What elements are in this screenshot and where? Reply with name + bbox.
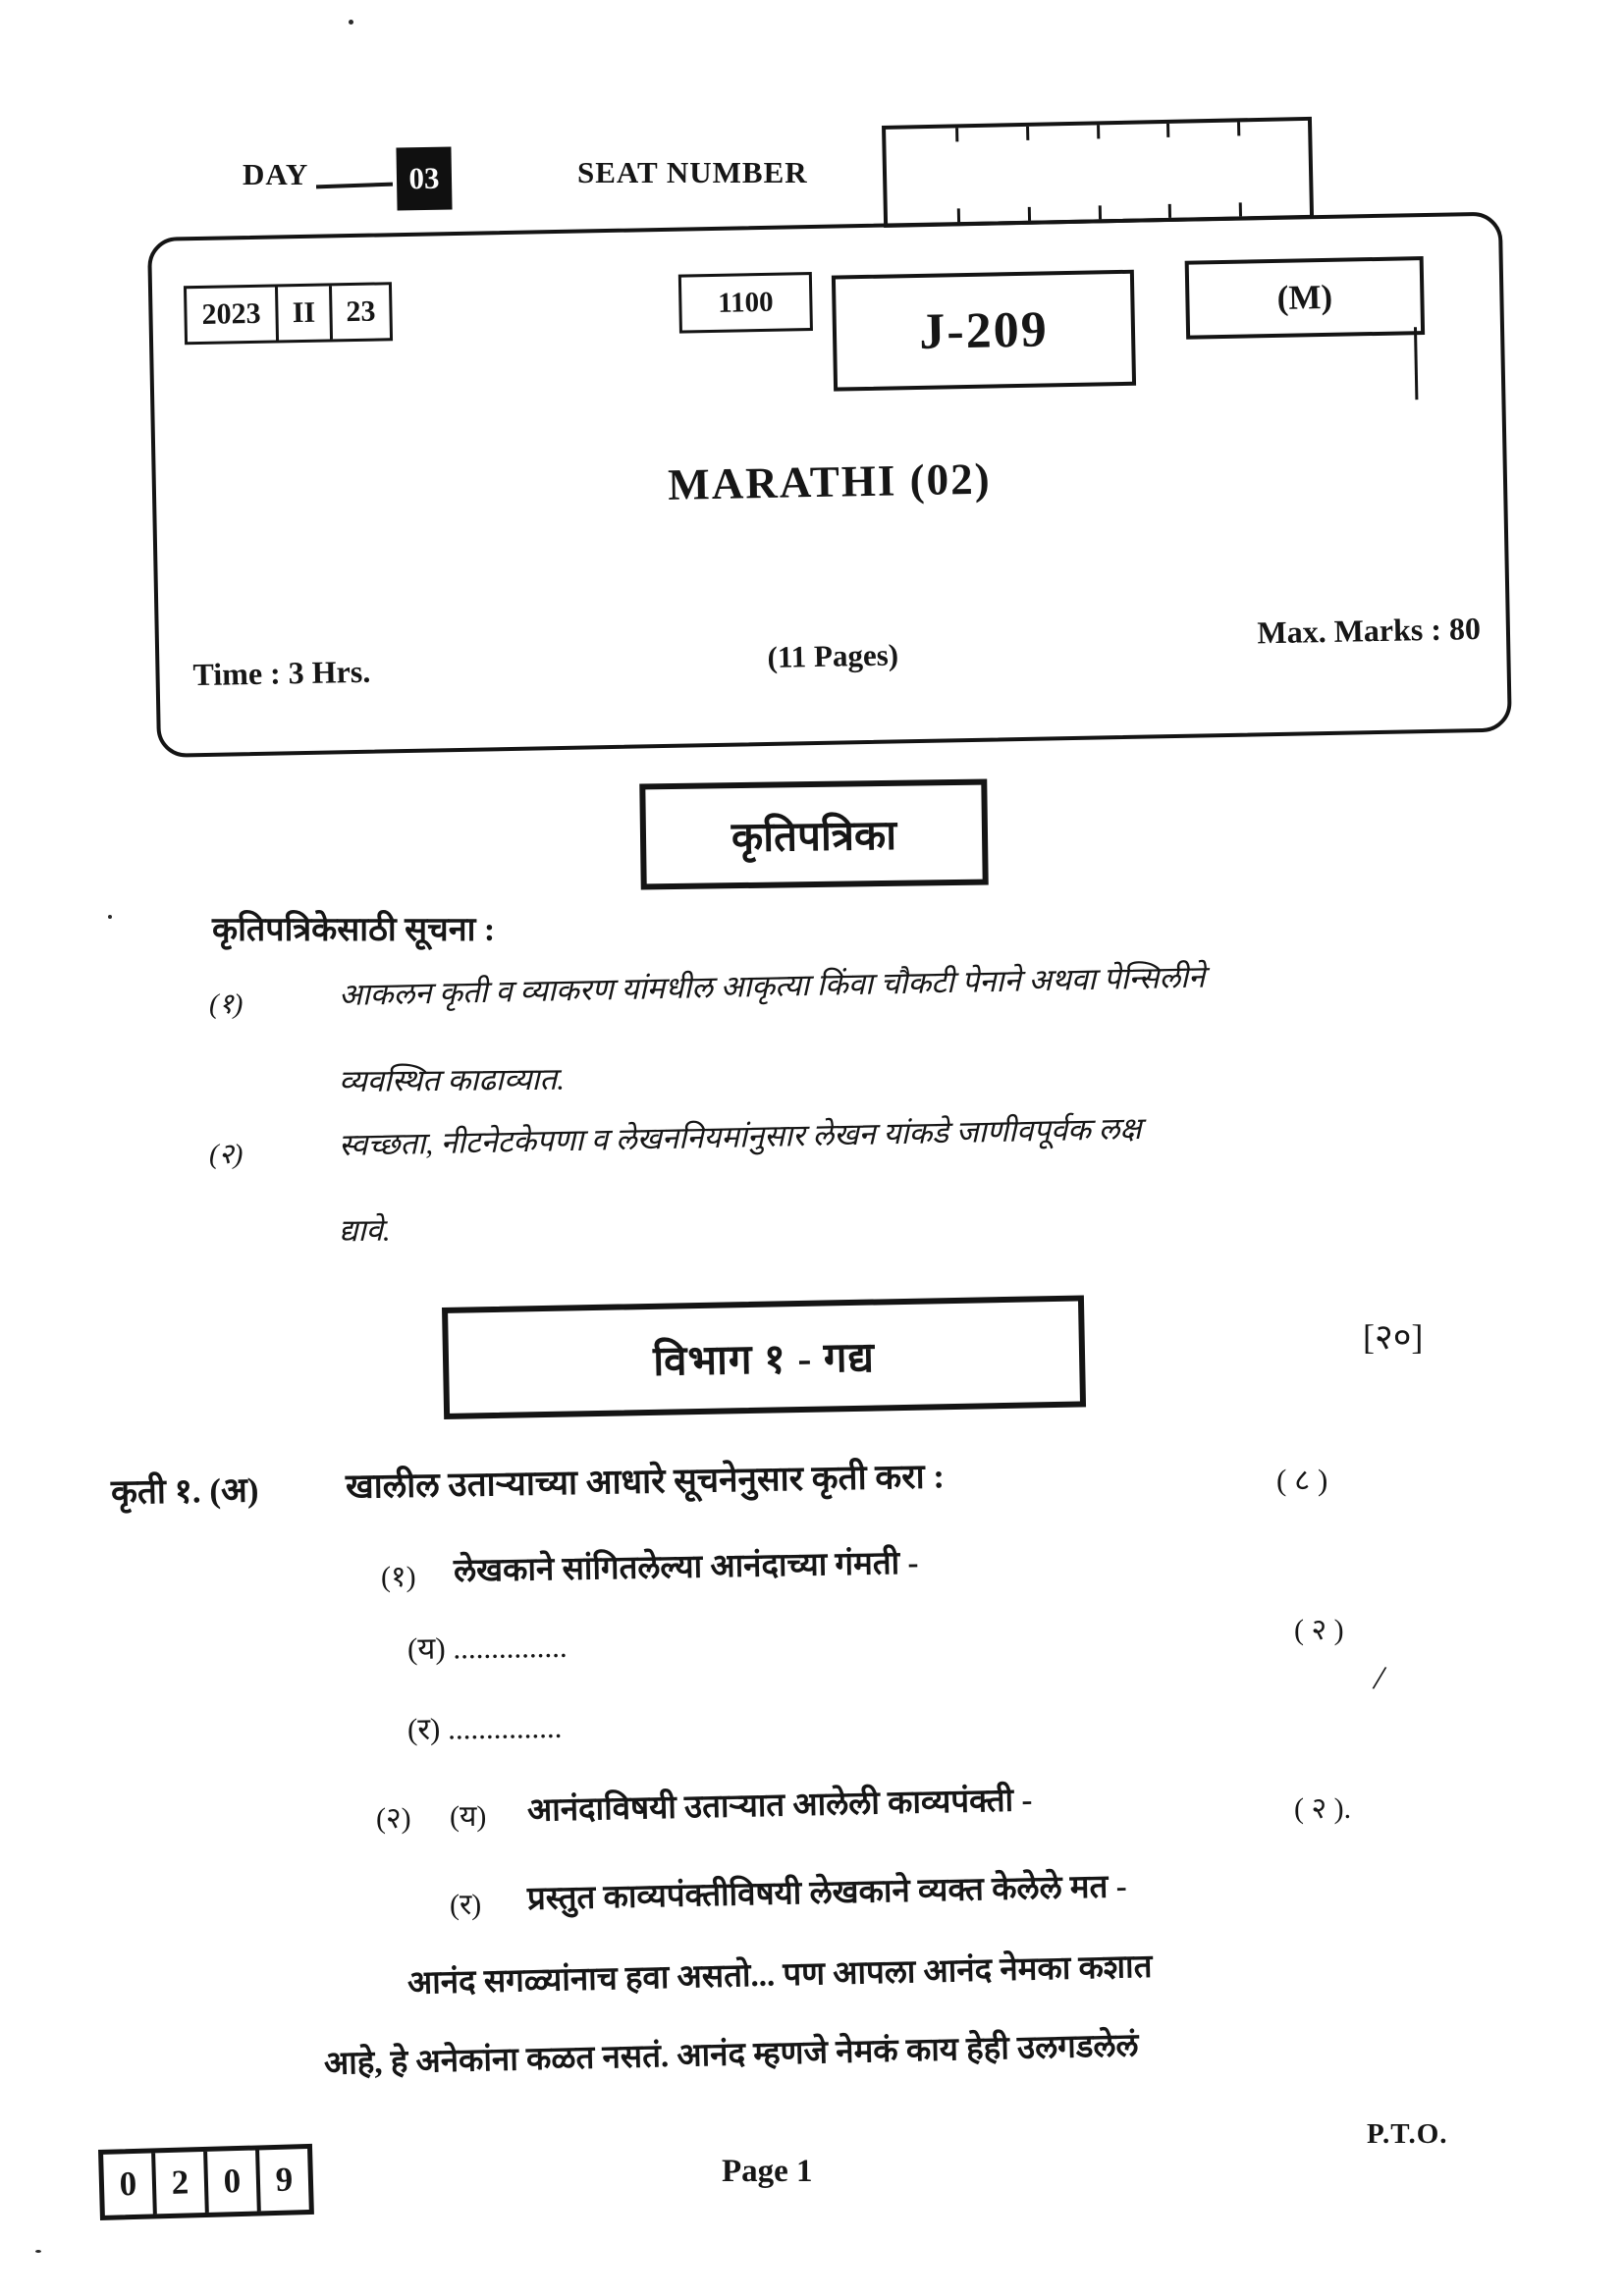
passage-line-1: आनंद सगळ्यांनाच हवा असतो... पण आपला आनंद नेमका कशात [406, 1949, 1153, 2002]
instruction-2-text: स्वच्छता, नीटनेटकेपणा व लेखननियमांनुसार लेखन यांकडे जाणीवपूर्वक लक्ष [338, 1110, 1142, 1162]
seat-grid-tick [1099, 205, 1102, 219]
rule-line [1414, 327, 1418, 400]
session-cell: II [275, 286, 330, 340]
day-value-box: 03 [396, 147, 452, 211]
instruction-1-number: (१) [209, 988, 244, 1020]
activity-sheet-title-box: कृतिपत्रिका [639, 779, 988, 890]
stray-pen-mark: / [1370, 1657, 1389, 1698]
paper-header-box [147, 212, 1512, 758]
instruction-2-number: (२) [209, 1139, 244, 1170]
instructions-heading: कृतिपत्रिकेसाठी सूचना : [212, 912, 496, 948]
sub-question-1-number: (१) [381, 1561, 416, 1593]
instruction-2-text-cont: द्यावे. [338, 1212, 391, 1248]
seat-number-label: SEAT NUMBER [577, 155, 808, 189]
seat-grid-tick [1028, 207, 1031, 221]
sub-question-2-r-label: (र) [450, 1889, 482, 1921]
scan-speck [349, 20, 353, 25]
scan-speck [108, 915, 112, 919]
seat-grid-tick [955, 128, 958, 141]
paper-code-footer-box [98, 2144, 314, 2220]
code-cell: 23 [329, 285, 390, 339]
passage-line-2: आहे, हे अनेकांना कळत नसतं. आनंद म्हणजे नेमकं काय हेही उलगडलेलं [323, 2028, 1139, 2082]
day-label: DAY [243, 157, 309, 191]
seat-grid-tick [1237, 122, 1240, 135]
seat-grid-tick [1026, 127, 1029, 140]
page-count: (11 Pages) [767, 637, 899, 674]
subject-title: MARATHI (02) [667, 454, 993, 509]
scan-speck [35, 2250, 41, 2253]
exam-code-cells [184, 282, 393, 345]
seat-grid-tick [957, 208, 960, 222]
sub-question-1-text: लेखकाने सांगितलेल्या आनंदाच्या गंमती - [453, 1545, 919, 1589]
code-1100-box: 1100 [678, 272, 813, 334]
seat-grid-tick [1166, 124, 1169, 137]
seat-grid-tick [1239, 202, 1242, 216]
sub-question-1-option-y: (य) ............... [406, 1629, 568, 1666]
sub-question-2-number: (२) [376, 1802, 411, 1835]
page-number: Page 1 [722, 2154, 813, 2189]
sub-question-2-r-text: प्रस्तुत काव्यपंक्तीविषयी लेखकाने व्यक्त केलेले मत - [526, 1869, 1127, 1917]
footer-code-digit: 9 [255, 2149, 309, 2211]
sub-question-1-option-r: (र) ............... [406, 1709, 563, 1746]
question-1a-marks: ( ८ ) [1276, 1463, 1328, 1497]
seat-grid-tick [1097, 125, 1100, 138]
paper-code-box: J-209 [832, 270, 1136, 392]
day-dash-line [316, 183, 393, 189]
sub-question-2-y-label: (य) [450, 1800, 487, 1833]
medium-box: (M) [1185, 256, 1425, 340]
seat-grid-tick [1168, 204, 1171, 218]
max-marks: Max. Marks : 80 [1257, 611, 1482, 651]
year-cell: 2023 [201, 296, 261, 331]
footer-code-digit: 0 [119, 2163, 137, 2204]
question-1a-text: खालील उताऱ्याच्या आधारे सूचनेनुसार कृती करा : [345, 1457, 946, 1506]
section-1-title-box: विभाग १ - गद्य [442, 1295, 1086, 1419]
question-1a-label: कृती १. (अ) [110, 1470, 259, 1512]
instruction-1-text: आकलन कृती व व्याकरण यांमधील आकृत्या किंवा चौकटी पेनाने अथवा पेन्सिलीने [338, 959, 1206, 1012]
sub-question-2-marks: ( २ ). [1294, 1792, 1352, 1825]
pto-label: P.T.O. [1367, 2118, 1448, 2150]
footer-code-digit: 2 [151, 2152, 205, 2214]
sub-question-1-marks: ( २ ) [1294, 1614, 1344, 1646]
section-1-marks: [२०] [1363, 1317, 1424, 1357]
footer-code-digit: 0 [203, 2151, 257, 2213]
time-allowed: Time : 3 Hrs. [192, 653, 371, 693]
instruction-1-text-cont: व्यवस्थित काढाव्यात. [338, 1061, 566, 1098]
seat-number-grid [882, 117, 1314, 228]
sub-question-2-y-text: आनंदाविषयी उताऱ्यात आलेली काव्यपंक्ती - [526, 1783, 1033, 1829]
